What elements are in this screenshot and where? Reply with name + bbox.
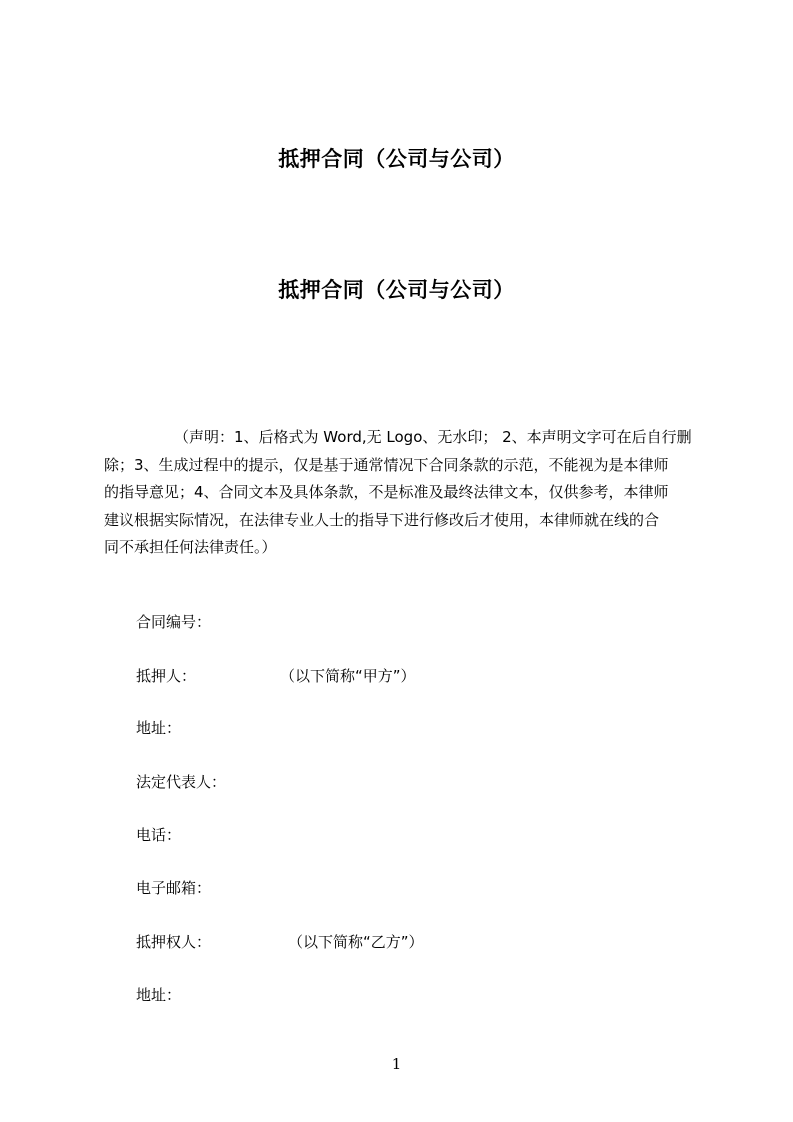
document-header-title: 抵押合同（公司与公司） (278, 147, 515, 171)
mortgagor-label: 抵押人： (136, 667, 197, 685)
mortgagee-address-label: 地址： (136, 986, 182, 1004)
document-title: 抵押合同（公司与公司） (278, 278, 515, 302)
contract-number-label: 合同编号： (136, 613, 212, 631)
notice-line: 同不承担任何法律责任。） (104, 538, 277, 556)
notice-line: 建议根据实际情况，在法律专业人士的指导下进行修改后才使用，本律师就在线的合 (104, 510, 660, 529)
mortgagor-field (136, 666, 416, 686)
mortgagee-alias-note: （以下简称“乙方”） (288, 933, 424, 951)
mortgagee-label: 抵押权人： (136, 933, 212, 951)
legal-representative-label: 法定代表人： (136, 773, 227, 791)
notice-line: （声明：1、后格式为 Word,无 Logo、无水印； 2、本声明文字可在后自行删 (174, 428, 692, 446)
mortgagor-alias-note: （以下简称“甲方”） (280, 667, 416, 685)
phone-label: 电话： (136, 826, 182, 844)
mortgagee-field (136, 932, 424, 952)
mortgagor-address-label: 地址： (136, 719, 182, 737)
disclaimer-notice (104, 424, 704, 562)
notice-line: 的指导意见；4、合同文本及具体条款，不是标准及最终法律文本，仅供参考，本律师 (104, 483, 669, 501)
email-label: 电子邮箱： (136, 879, 212, 897)
page-number: 1 (391, 1055, 402, 1073)
notice-line: 除；3、生成过程中的提示，仅是基于通常情况下合同条款的示范，不能视为是本律师 (104, 455, 669, 474)
